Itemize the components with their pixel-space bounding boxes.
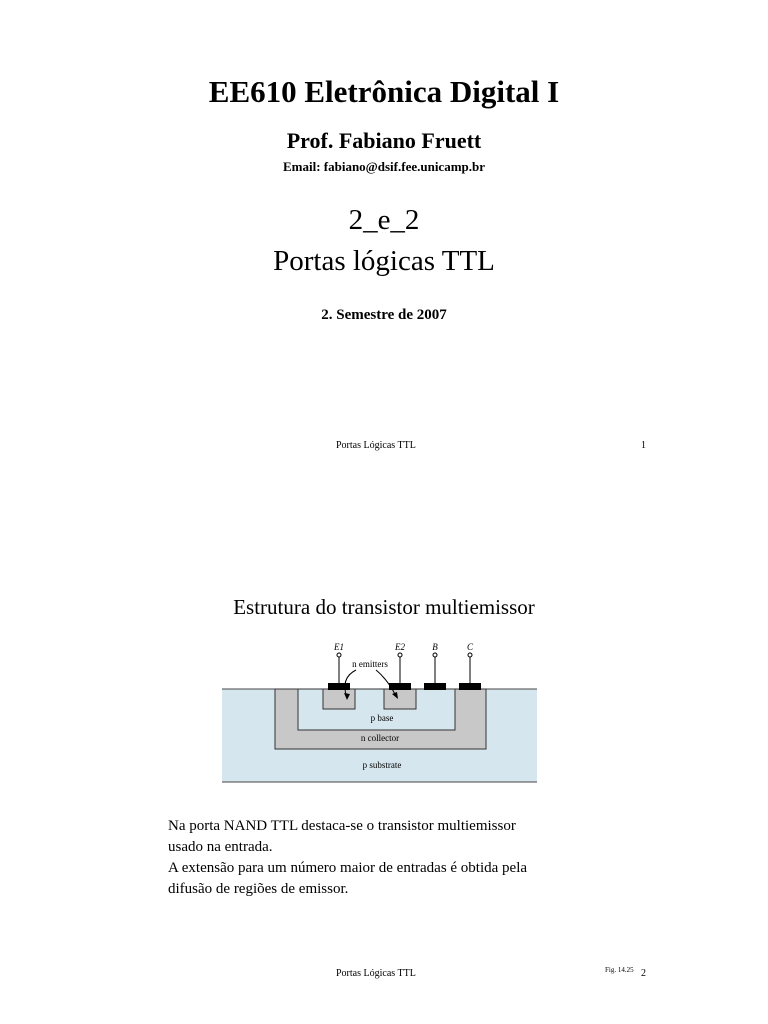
slide2-footer-text: Portas Lógicas TTL bbox=[336, 968, 416, 979]
label-e1: E1 bbox=[334, 642, 344, 652]
multiemitter-transistor-diagram bbox=[210, 640, 550, 790]
slide2-page-number: 2 bbox=[641, 968, 646, 979]
body-line: usado na entrada. bbox=[168, 839, 273, 855]
label-e2: E2 bbox=[395, 642, 405, 652]
professor-name: Prof. Fabiano Fruett bbox=[286, 128, 482, 153]
body-line: Na porta NAND TTL destaca-se o transistor multiemissor bbox=[168, 818, 516, 834]
collector-label: n collector bbox=[360, 733, 400, 743]
body-line: difusão de regiões de emissor. bbox=[168, 881, 349, 897]
terminal-e1 bbox=[337, 653, 341, 657]
contact-b bbox=[424, 683, 446, 690]
contact-e1 bbox=[328, 683, 350, 690]
body-line: A extensão para um número maior de entradas é obtida pela bbox=[168, 860, 528, 876]
emitters-label: n emitters bbox=[352, 659, 388, 669]
substrate-label: p substrate bbox=[362, 760, 402, 770]
lecture-subtitle: Portas lógicas TTL bbox=[273, 245, 495, 277]
slide1-footer-text: Portas Lógicas TTL bbox=[336, 440, 416, 451]
base-region bbox=[298, 689, 455, 730]
terminal-c bbox=[468, 653, 472, 657]
slide1-page-number: 1 bbox=[641, 440, 646, 451]
emitter-region-2 bbox=[384, 689, 416, 709]
terminal-e2 bbox=[398, 653, 402, 657]
emitter-region-1 bbox=[323, 689, 355, 709]
base-label: p base bbox=[370, 713, 394, 723]
lecture-code: 2_e_2 bbox=[348, 204, 420, 236]
semester-label: 2. Semestre de 2007 bbox=[321, 307, 447, 323]
figure-reference: Fig. 14.25 bbox=[605, 966, 634, 974]
course-title: EE610 Eletrônica Digital I bbox=[208, 74, 560, 109]
slide2-body-text bbox=[168, 816, 648, 900]
contact-c bbox=[459, 683, 481, 690]
label-c: C bbox=[466, 642, 474, 652]
email-address: Email: fabiano@dsif.fee.unicamp.br bbox=[282, 159, 486, 174]
label-b: B bbox=[432, 642, 438, 652]
slide2-title: Estrutura do transistor multiemissor bbox=[233, 595, 535, 619]
terminal-b bbox=[433, 653, 437, 657]
